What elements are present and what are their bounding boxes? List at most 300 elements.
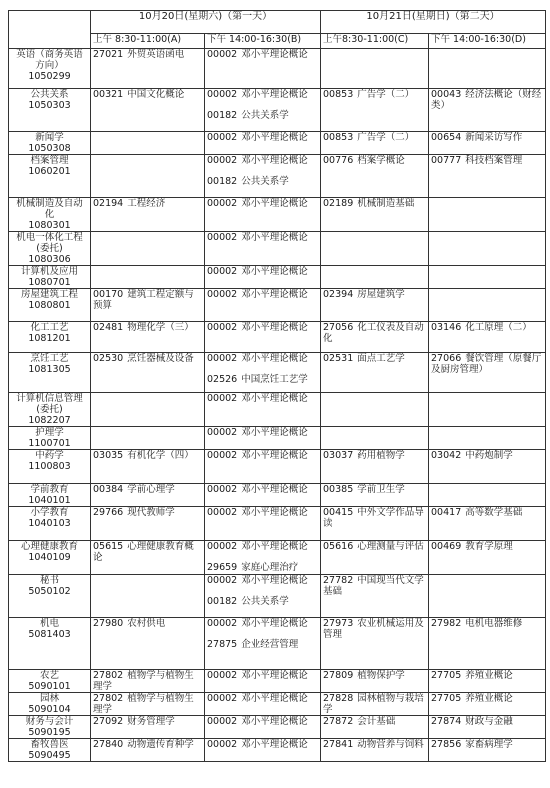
course-name: 中国文化概论 [127, 89, 185, 100]
course-cell-d [429, 716, 546, 739]
table-row [9, 198, 546, 232]
course-code: 00853 [323, 89, 354, 100]
course-code: 27021 [93, 49, 124, 60]
course-entry [207, 322, 318, 333]
course-code: 27856 [431, 739, 462, 750]
major-cell [9, 716, 91, 739]
course-entry [207, 739, 318, 750]
day2-header: 10月21日(星期日)（第二天） [321, 11, 546, 34]
course-code: 27828 [323, 693, 354, 704]
table-row [9, 289, 546, 322]
major-line: 英语（商务英语 [16, 49, 83, 60]
course-cell-d [429, 353, 546, 393]
course-cell-d [429, 266, 546, 289]
course-cell-d [429, 89, 546, 132]
course-name: 公共关系学 [241, 110, 289, 121]
course-code: 00002 [207, 541, 238, 552]
major-line: (委托) [36, 243, 63, 254]
cell-gap [207, 629, 318, 639]
course-name: 心理测量与评估 [357, 541, 424, 552]
course-name: 物理化学（三） [127, 322, 194, 333]
course-cell-c [321, 155, 429, 198]
course-name: 邓小平理论概论 [241, 484, 308, 495]
course-entry [207, 393, 318, 404]
course-code: 05615 [93, 541, 124, 552]
major-cell [9, 393, 91, 427]
course-cell-a [91, 670, 205, 693]
course-code: 00002 [207, 393, 238, 404]
course-cell-b [205, 266, 321, 289]
course-entry [207, 507, 318, 518]
course-entry [431, 618, 543, 629]
major-line: 1080701 [28, 277, 71, 288]
course-entry [207, 198, 318, 209]
course-code: 00002 [207, 618, 238, 629]
major-line: 1040103 [28, 518, 71, 529]
major-line: 秘书 [39, 575, 59, 586]
major-line: 1100701 [28, 438, 71, 449]
course-name: 学前卫生学 [357, 484, 405, 495]
course-code: 00002 [207, 716, 238, 727]
major-cell [9, 670, 91, 693]
major-cell [9, 693, 91, 716]
course-code: 00002 [207, 198, 238, 209]
course-code: 00002 [207, 670, 238, 681]
course-name: 公共关系学 [241, 176, 289, 187]
course-entry [323, 618, 426, 640]
course-code: 27705 [431, 693, 462, 704]
major-line: 房屋建筑工程 [20, 289, 78, 300]
course-entry [93, 739, 202, 750]
course-code: 00002 [207, 232, 238, 243]
course-code: 00002 [207, 484, 238, 495]
course-entry [93, 541, 202, 563]
course-name: 学前心理学 [127, 484, 175, 495]
major-line: 农艺 [39, 670, 59, 681]
course-entry [323, 670, 426, 681]
course-code: 00002 [207, 89, 238, 100]
course-name: 动物营养与饲料 [357, 739, 424, 750]
course-cell-b [205, 575, 321, 618]
course-entry [207, 596, 318, 607]
course-cell-a [91, 49, 205, 89]
course-entry [323, 541, 426, 552]
course-name: 邓小平理论概论 [241, 266, 308, 277]
major-line: 园林 [39, 693, 59, 704]
major-line: 5090104 [28, 704, 71, 715]
major-line: 新闻学 [35, 132, 64, 143]
course-name: 邓小平理论概论 [241, 353, 308, 364]
course-name: 家畜病理学 [465, 739, 513, 750]
course-cell-a [91, 232, 205, 266]
major-line: 1050303 [28, 100, 71, 111]
table-row [9, 49, 546, 89]
course-code: 27874 [431, 716, 462, 727]
course-cell-d [429, 618, 546, 670]
course-entry [207, 693, 318, 704]
course-code: 02189 [323, 198, 354, 209]
course-code: 02530 [93, 353, 124, 364]
course-cell-d [429, 739, 546, 762]
course-cell-a [91, 289, 205, 322]
course-name: 化工原理（二） [465, 322, 532, 333]
course-cell-b [205, 739, 321, 762]
course-cell-b [205, 49, 321, 89]
exam-schedule-sheet [8, 10, 545, 762]
course-entry [323, 450, 426, 461]
course-cell-b [205, 716, 321, 739]
course-entry [207, 716, 318, 727]
course-entry [93, 507, 202, 518]
course-entry [431, 739, 543, 750]
course-cell-c [321, 266, 429, 289]
course-cell-a [91, 618, 205, 670]
major-line: 化工工艺 [30, 322, 69, 333]
course-code: 00043 [431, 89, 462, 100]
course-name: 心理健康教育概论 [93, 541, 194, 563]
course-code: 02481 [93, 322, 124, 333]
course-entry [207, 427, 318, 438]
course-cell-a [91, 541, 205, 575]
course-cell-d [429, 132, 546, 155]
header-row-days [9, 11, 546, 34]
major-cell [9, 575, 91, 618]
course-cell-c [321, 232, 429, 266]
major-line: 1082207 [28, 415, 71, 426]
major-line: (委托) [36, 404, 63, 415]
course-entry [207, 176, 318, 187]
major-line: 机械制造及自动 [16, 198, 83, 209]
course-entry [323, 575, 426, 597]
course-code: 00002 [207, 266, 238, 277]
course-cell-d [429, 427, 546, 450]
course-name: 植物学与植物生理学 [93, 693, 194, 715]
major-line: 计算机信息管理 [16, 393, 83, 404]
course-name: 财务管理学 [127, 716, 175, 727]
course-name: 经济法概论（财经类） [431, 89, 542, 111]
course-code: 03146 [431, 322, 462, 333]
major-line: 1040109 [28, 552, 71, 563]
course-name: 邓小平理论概论 [241, 541, 308, 552]
course-entry [323, 322, 426, 344]
course-name: 邓小平理论概论 [241, 693, 308, 704]
course-name: 邓小平理论概论 [241, 716, 308, 727]
course-entry [207, 353, 318, 364]
cell-gap [207, 166, 318, 176]
course-code: 03042 [431, 450, 462, 461]
major-line: 计算机及应用 [20, 266, 78, 277]
course-code: 00002 [207, 132, 238, 143]
course-code: 27841 [323, 739, 354, 750]
course-cell-b [205, 618, 321, 670]
course-entry [93, 322, 202, 333]
major-cell [9, 232, 91, 266]
course-cell-a [91, 716, 205, 739]
major-line: 小学教育 [30, 507, 69, 518]
course-cell-c [321, 198, 429, 232]
course-code: 27982 [431, 618, 462, 629]
major-cell [9, 739, 91, 762]
major-cell [9, 266, 91, 289]
course-entry [207, 110, 318, 121]
schedule-body [9, 49, 546, 762]
course-entry [207, 618, 318, 629]
course-cell-d [429, 232, 546, 266]
course-name: 房屋建筑学 [357, 289, 405, 300]
course-cell-c [321, 427, 429, 450]
course-cell-a [91, 155, 205, 198]
table-row [9, 739, 546, 762]
course-cell-c [321, 89, 429, 132]
course-entry [431, 693, 543, 704]
major-cell [9, 507, 91, 541]
course-entry [93, 670, 202, 692]
major-cell [9, 541, 91, 575]
course-cell-d [429, 693, 546, 716]
course-entry [93, 716, 202, 727]
course-name: 邓小平理论概论 [241, 427, 308, 438]
table-row [9, 484, 546, 507]
course-name: 广告学（二） [357, 132, 415, 143]
major-cell [9, 484, 91, 507]
major-cell [9, 450, 91, 484]
course-name: 广告学（二） [357, 89, 415, 100]
course-cell-a [91, 507, 205, 541]
course-cell-a [91, 427, 205, 450]
course-code: 00002 [207, 739, 238, 750]
course-name: 养殖业概论 [465, 670, 513, 681]
course-entry [93, 49, 202, 60]
course-code: 00777 [431, 155, 462, 166]
course-entry [207, 89, 318, 100]
course-entry [431, 507, 543, 518]
course-name: 邓小平理论概论 [241, 575, 308, 586]
course-code: 00417 [431, 507, 462, 518]
course-entry [93, 198, 202, 209]
course-cell-b [205, 132, 321, 155]
course-code: 00002 [207, 353, 238, 364]
course-entry [207, 132, 318, 143]
course-cell-a [91, 89, 205, 132]
major-cell [9, 89, 91, 132]
course-cell-c [321, 289, 429, 322]
course-entry [323, 353, 426, 364]
course-cell-a [91, 353, 205, 393]
course-cell-b [205, 198, 321, 232]
major-line: 1040101 [28, 495, 71, 506]
table-row [9, 89, 546, 132]
course-entry [323, 132, 426, 143]
table-row [9, 450, 546, 484]
course-code: 00002 [207, 155, 238, 166]
course-entry [207, 49, 318, 60]
major-line: 1081201 [28, 333, 71, 344]
course-entry [431, 353, 543, 375]
course-entry [93, 693, 202, 715]
course-entry [323, 289, 426, 300]
course-cell-d [429, 155, 546, 198]
course-cell-c [321, 132, 429, 155]
course-entry [93, 618, 202, 629]
course-entry [207, 639, 318, 650]
major-line: 财务与会计 [25, 716, 74, 727]
course-name: 邓小平理论概论 [241, 232, 308, 243]
course-entry [207, 232, 318, 243]
major-line: 1081305 [28, 364, 71, 375]
course-entry [323, 198, 426, 209]
course-code: 27875 [207, 639, 238, 650]
course-name: 邓小平理论概论 [241, 322, 308, 333]
course-code: 27705 [431, 670, 462, 681]
course-cell-c [321, 618, 429, 670]
course-cell-c [321, 49, 429, 89]
course-code: 27066 [431, 353, 462, 364]
course-cell-b [205, 393, 321, 427]
course-cell-a [91, 575, 205, 618]
course-entry [323, 89, 426, 100]
major-line: 烹饪工艺 [30, 353, 69, 364]
course-code: 00776 [323, 155, 354, 166]
course-entry [323, 507, 426, 529]
table-row [9, 716, 546, 739]
course-code: 00182 [207, 176, 238, 187]
major-line: 1050299 [28, 71, 71, 82]
cell-gap [207, 586, 318, 596]
course-cell-b [205, 484, 321, 507]
course-cell-c [321, 484, 429, 507]
course-name: 邓小平理论概论 [241, 198, 308, 209]
course-name: 养殖业概论 [465, 693, 513, 704]
course-entry [93, 289, 202, 311]
course-name: 现代教师学 [127, 507, 175, 518]
slot-header-a: 上午 8:30-11:00(A) [91, 34, 205, 49]
course-name: 企业经营管理 [241, 639, 299, 650]
course-code: 27802 [93, 693, 124, 704]
major-line: 1080306 [28, 254, 71, 265]
course-name: 药用植物学 [357, 450, 405, 461]
course-code: 00469 [431, 541, 462, 552]
course-entry [207, 670, 318, 681]
course-entry [431, 155, 543, 166]
course-name: 动物遗传育种学 [127, 739, 194, 750]
course-entry [93, 450, 202, 461]
major-line: 5090195 [28, 727, 71, 738]
course-name: 园林植物与栽培学 [323, 693, 424, 715]
course-cell-d [429, 541, 546, 575]
course-cell-c [321, 716, 429, 739]
table-row [9, 232, 546, 266]
course-name: 财政与金融 [465, 716, 513, 727]
course-code: 02531 [323, 353, 354, 364]
course-cell-d [429, 507, 546, 541]
major-line: 学前教育 [30, 484, 69, 495]
course-cell-a [91, 739, 205, 762]
course-cell-d [429, 484, 546, 507]
course-code: 02394 [323, 289, 354, 300]
course-code: 27092 [93, 716, 124, 727]
course-entry [431, 541, 543, 552]
course-code: 00654 [431, 132, 462, 143]
course-cell-d [429, 450, 546, 484]
major-line: 公共关系 [30, 89, 69, 100]
major-line: 化 [44, 209, 55, 220]
course-entry [323, 155, 426, 166]
cell-gap [207, 100, 318, 110]
course-code: 00170 [93, 289, 124, 300]
course-code: 00002 [207, 450, 238, 461]
course-cell-d [429, 670, 546, 693]
table-row [9, 266, 546, 289]
major-line: 5090495 [28, 750, 71, 761]
table-row [9, 507, 546, 541]
course-name: 中药炮制学 [465, 450, 513, 461]
course-code: 29766 [93, 507, 124, 518]
table-row [9, 353, 546, 393]
course-cell-a [91, 693, 205, 716]
course-cell-d [429, 289, 546, 322]
course-code: 02526 [207, 374, 238, 385]
course-code: 00384 [93, 484, 124, 495]
course-name: 植物保护学 [357, 670, 405, 681]
major-line: 1080301 [28, 220, 71, 231]
course-entry [207, 484, 318, 495]
course-code: 27782 [323, 575, 354, 586]
course-code: 03035 [93, 450, 124, 461]
course-cell-b [205, 507, 321, 541]
major-line: 1050308 [28, 143, 71, 154]
major-line: 5050102 [28, 586, 71, 597]
course-cell-a [91, 198, 205, 232]
course-name: 邓小平理论概论 [241, 739, 308, 750]
course-name: 中外文学作品导读 [323, 507, 424, 529]
course-name: 外贸英语函电 [127, 49, 185, 60]
course-cell-a [91, 484, 205, 507]
course-code: 00002 [207, 693, 238, 704]
course-name: 邓小平理论概论 [241, 618, 308, 629]
course-entry [431, 670, 543, 681]
course-cell-c [321, 322, 429, 353]
course-name: 家庭心理治疗 [241, 562, 299, 573]
major-cell [9, 427, 91, 450]
course-cell-c [321, 353, 429, 393]
major-cell [9, 618, 91, 670]
course-code: 05616 [323, 541, 354, 552]
course-cell-b [205, 89, 321, 132]
major-line: 心理健康教育 [20, 541, 78, 552]
course-name: 农业机械运用及管理 [323, 618, 424, 640]
course-entry [207, 266, 318, 277]
course-entry [207, 289, 318, 300]
course-name: 邓小平理论概论 [241, 507, 308, 518]
course-name: 烹饪器械及设备 [127, 353, 194, 364]
exam-schedule-table [8, 10, 546, 762]
cell-gap [207, 552, 318, 562]
course-cell-c [321, 739, 429, 762]
course-code: 27056 [323, 322, 354, 333]
course-name: 邓小平理论概论 [241, 155, 308, 166]
course-cell-b [205, 427, 321, 450]
course-name: 农村供电 [127, 618, 166, 629]
course-code: 00002 [207, 507, 238, 518]
slot-header-d: 下午 14:00-16:30(D) [429, 34, 546, 49]
table-row [9, 541, 546, 575]
course-name: 科技档案管理 [465, 155, 523, 166]
major-line: 1080801 [28, 300, 71, 311]
course-code: 02194 [93, 198, 124, 209]
major-line: 5090101 [28, 681, 71, 692]
course-name: 面点工艺学 [357, 353, 405, 364]
table-row [9, 132, 546, 155]
